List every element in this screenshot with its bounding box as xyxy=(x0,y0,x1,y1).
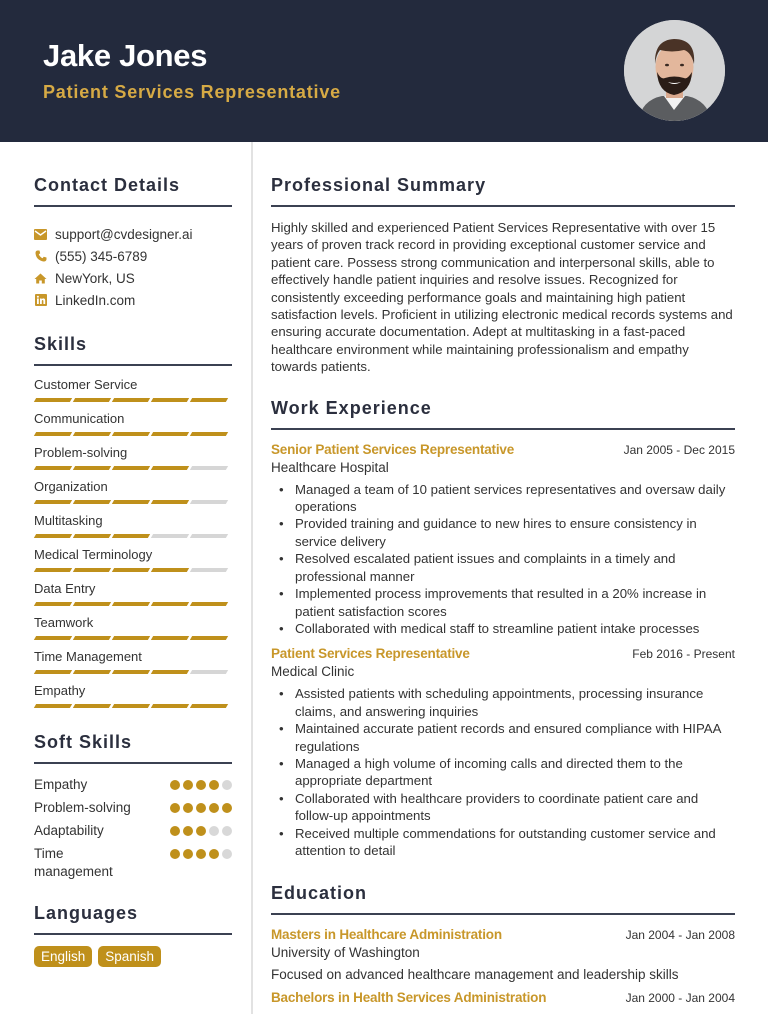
rating-dot-icon xyxy=(196,849,206,859)
skill-item xyxy=(34,580,232,607)
job-organization: Medical Clinic xyxy=(271,664,355,680)
section-rule xyxy=(34,762,232,764)
contact-location-text: NewYork, US xyxy=(55,270,135,286)
school-name: University of Washington xyxy=(271,945,420,961)
soft-skill-name: Time management xyxy=(34,846,113,879)
skill-level-segment xyxy=(190,670,228,674)
rating-dot-icon xyxy=(222,849,232,859)
contact-phone-text: (555) 345-6789 xyxy=(55,248,148,264)
rating-dot-icon xyxy=(183,849,193,859)
degree-title: Masters in Healthcare Administration xyxy=(271,927,502,943)
skill-level-segment xyxy=(190,568,228,572)
skill-level-segment xyxy=(190,466,228,470)
section-rule xyxy=(271,205,735,207)
rating-dot-icon xyxy=(222,826,232,836)
education-description: Focused on advanced healthcare management and leadership skills xyxy=(271,967,679,983)
job-bullet: • Provided training and guidance to new hires to ensure consistency in service delivery xyxy=(271,515,735,550)
skill-level-segment xyxy=(190,534,228,538)
skill-level-segment xyxy=(112,704,150,708)
education-heading: Education xyxy=(271,883,368,904)
skill-level-segment xyxy=(34,670,72,674)
job-bullet: • Collaborated with medical staff to streamline patient intake processes xyxy=(271,620,735,637)
job-organization: Healthcare Hospital xyxy=(271,459,389,475)
soft-skills-heading: Soft Skills xyxy=(34,732,133,752)
skill-item xyxy=(34,376,232,403)
skill-level-segment xyxy=(34,704,72,708)
skill-level-segment xyxy=(190,398,228,402)
skill-level-segment xyxy=(151,704,189,708)
skill-level-segment xyxy=(34,602,72,606)
contact-phone[interactable] xyxy=(34,245,232,267)
skill-item xyxy=(34,682,232,709)
contact-location xyxy=(34,267,232,289)
skill-name: Organization xyxy=(34,479,108,494)
skill-name: Time Management xyxy=(34,649,142,664)
degree-title: Bachelors in Health Services Administration xyxy=(271,990,547,1006)
section-rule xyxy=(271,913,735,915)
portrait-icon xyxy=(624,20,725,121)
language-badge: Spanish xyxy=(98,946,161,967)
contact-email[interactable] xyxy=(34,223,232,245)
job-bullet: • Resolved escalated patient issues and complaints in a timely and professional manner xyxy=(271,550,735,585)
contact-linkedin-text: LinkedIn.com xyxy=(55,292,136,308)
skill-level-segment xyxy=(151,568,189,572)
languages-section xyxy=(34,903,232,967)
skill-level-segment xyxy=(112,636,150,640)
left-column xyxy=(34,142,232,967)
skill-level-segment xyxy=(112,398,150,402)
skill-item xyxy=(34,512,232,539)
envelope-icon xyxy=(34,228,47,241)
skills-list xyxy=(34,376,232,709)
skill-name: Problem-solving xyxy=(34,445,128,460)
skill-level-segment xyxy=(34,466,72,470)
section-rule xyxy=(34,205,232,207)
rating-dot-icon xyxy=(196,803,206,813)
soft-skill-name: Empathy xyxy=(34,777,88,792)
job-bullet: • Managed a team of 10 patient services representatives and oversaw daily operations xyxy=(271,481,735,516)
skill-level-segment xyxy=(112,500,150,504)
resume-header xyxy=(0,0,768,142)
skill-level-segment xyxy=(112,568,150,572)
skill-level-segment xyxy=(34,534,72,538)
languages-list xyxy=(34,946,232,967)
rating-dot-icon xyxy=(209,849,219,859)
soft-skill-item xyxy=(34,845,232,881)
skill-level-bar xyxy=(34,704,232,709)
skill-item xyxy=(34,444,232,471)
skill-level-segment xyxy=(73,466,111,470)
section-rule xyxy=(34,933,232,935)
soft-skill-item xyxy=(34,822,232,840)
skill-item xyxy=(34,546,232,573)
job-dates: Feb 2016 - Present xyxy=(632,647,735,662)
rating-dot-icon xyxy=(222,803,232,813)
languages-heading: Languages xyxy=(34,903,139,923)
rating-dot-icon xyxy=(209,826,219,836)
contact-section xyxy=(34,175,232,311)
rating-dot-icon xyxy=(170,803,180,813)
phone-icon xyxy=(34,250,47,263)
skill-level-segment xyxy=(73,602,111,606)
experience-section xyxy=(271,398,735,860)
rating-dot-icon xyxy=(209,780,219,790)
section-rule xyxy=(34,364,232,366)
rating-dot-icon xyxy=(183,826,193,836)
job-bullet: • Managed a high volume of incoming calls and directed them to the appropriate department xyxy=(271,755,735,790)
skill-level-segment xyxy=(151,636,189,640)
job-title: Senior Patient Services Representative xyxy=(271,441,515,457)
skill-level-segment xyxy=(190,432,228,436)
skill-level-bar xyxy=(34,534,232,539)
education-dates: Jan 2004 - Jan 2008 xyxy=(625,928,735,943)
skill-level-segment xyxy=(73,534,111,538)
rating-dot-icon xyxy=(183,780,193,790)
skill-level-segment xyxy=(112,534,150,538)
skill-name: Data Entry xyxy=(34,581,96,596)
soft-skill-name: Problem-solving xyxy=(34,800,131,815)
skill-level-segment xyxy=(34,500,72,504)
soft-skill-rating xyxy=(170,799,232,813)
skill-level-segment xyxy=(34,568,72,572)
rating-dot-icon xyxy=(170,780,180,790)
skill-level-segment xyxy=(73,432,111,436)
skill-level-bar xyxy=(34,670,232,675)
skill-item xyxy=(34,648,232,675)
soft-skills-section xyxy=(34,732,232,881)
job-entry xyxy=(271,442,735,638)
contact-list xyxy=(34,223,232,311)
skill-level-segment xyxy=(151,602,189,606)
candidate-title: Patient Services Representative xyxy=(43,82,341,102)
soft-skill-rating xyxy=(170,845,232,859)
skill-name: Communication xyxy=(34,411,125,426)
skill-level-segment xyxy=(190,636,228,640)
skill-level-segment xyxy=(73,704,111,708)
job-bullet: • Collaborated with healthcare providers to coordinate patient care and follow-up appointments xyxy=(271,790,735,825)
skill-level-bar xyxy=(34,432,232,437)
job-bullet: • Received multiple commendations for outstanding customer service and attention to detail xyxy=(271,825,735,860)
education-entry xyxy=(271,990,735,1005)
rating-dot-icon xyxy=(196,826,206,836)
skill-item xyxy=(34,410,232,437)
soft-skill-name: Adaptability xyxy=(34,823,104,838)
skill-level-segment xyxy=(151,398,189,402)
skill-level-segment xyxy=(112,670,150,674)
skill-level-segment xyxy=(190,602,228,606)
skill-name: Teamwork xyxy=(34,615,94,630)
section-rule xyxy=(271,428,735,430)
right-column xyxy=(271,142,735,1005)
skill-level-segment xyxy=(151,500,189,504)
skill-level-bar xyxy=(34,466,232,471)
skill-name: Empathy xyxy=(34,683,86,698)
soft-skill-item xyxy=(34,776,232,794)
job-dates: Jan 2005 - Dec 2015 xyxy=(623,442,735,457)
skill-level-bar xyxy=(34,568,232,573)
education-dates: Jan 2000 - Jan 2004 xyxy=(625,991,735,1006)
skill-level-bar xyxy=(34,602,232,607)
skill-level-bar xyxy=(34,500,232,505)
column-divider xyxy=(251,142,253,1014)
skill-level-segment xyxy=(151,670,189,674)
education-entry xyxy=(271,927,735,982)
home-icon xyxy=(34,272,47,285)
skill-level-segment xyxy=(73,568,111,572)
skill-level-segment xyxy=(190,500,228,504)
skills-section xyxy=(34,334,232,709)
skill-level-segment xyxy=(73,500,111,504)
education-section xyxy=(271,883,735,1005)
contact-email-text: support@cvdesigner.ai xyxy=(55,226,193,242)
contact-linkedin[interactable] xyxy=(34,289,232,311)
job-bullet: • Assisted patients with scheduling appointments, processing insurance claims, and answering inquiries xyxy=(271,685,735,720)
soft-skill-rating xyxy=(170,776,232,790)
rating-dot-icon xyxy=(209,803,219,813)
summary-heading: Professional Summary xyxy=(271,175,487,195)
skill-level-bar xyxy=(34,636,232,641)
skill-level-segment xyxy=(73,670,111,674)
job-bullets xyxy=(271,481,735,638)
soft-skill-rating xyxy=(170,822,232,836)
job-title: Patient Services Representative xyxy=(271,646,470,662)
skill-item xyxy=(34,478,232,505)
contact-heading: Contact Details xyxy=(34,175,181,195)
skill-level-segment xyxy=(34,432,72,436)
skill-level-segment xyxy=(112,602,150,606)
skill-level-segment xyxy=(190,704,228,708)
skill-level-segment xyxy=(151,432,189,436)
summary-text: Highly skilled and experienced Patient Services Representative with over 15 years of proven track record in providing exceptional customer service and patient care. Possess strong communication and interpersonal skills, able to effectively handle patient inquiries and resolve issues. Recognized for consistently exceeding performance goals and maintaining high patient satisfaction levels. Proficient in utilizing electronic medical records systems and ensuring accurate documentation. Adept at multitasking in a fast-paced healthcare environment while maintaining professionalism and empathy towards patients. xyxy=(271,220,733,375)
skill-level-bar xyxy=(34,398,232,403)
job-bullet: • Maintained accurate patient records and ensured compliance with HIPAA regulations xyxy=(271,720,735,755)
rating-dot-icon xyxy=(170,826,180,836)
skill-level-segment xyxy=(151,466,189,470)
linkedin-icon xyxy=(34,294,47,307)
skill-level-segment xyxy=(73,398,111,402)
summary-section xyxy=(271,175,735,376)
skill-item xyxy=(34,614,232,641)
skill-name: Multitasking xyxy=(34,513,103,528)
skills-heading: Skills xyxy=(34,334,88,354)
job-entry xyxy=(271,646,735,859)
skill-level-segment xyxy=(112,432,150,436)
skill-level-segment xyxy=(112,466,150,470)
rating-dot-icon xyxy=(222,780,232,790)
job-bullet: • Implemented process improvements that resulted in a 20% increase in patient satisfaction scores xyxy=(271,585,735,620)
skill-name: Medical Terminology xyxy=(34,547,153,562)
language-badge: English xyxy=(34,946,92,967)
rating-dot-icon xyxy=(170,849,180,859)
rating-dot-icon xyxy=(196,780,206,790)
rating-dot-icon xyxy=(183,803,193,813)
skill-name: Customer Service xyxy=(34,377,138,392)
candidate-name: Jake Jones xyxy=(43,38,208,73)
skill-level-segment xyxy=(34,636,72,640)
skill-level-segment xyxy=(34,398,72,402)
soft-skills-list xyxy=(34,776,232,881)
skill-level-segment xyxy=(73,636,111,640)
experience-heading: Work Experience xyxy=(271,397,432,418)
job-bullets xyxy=(271,685,735,859)
profile-photo xyxy=(624,20,725,121)
soft-skill-item xyxy=(34,799,232,817)
skill-level-segment xyxy=(151,534,189,538)
